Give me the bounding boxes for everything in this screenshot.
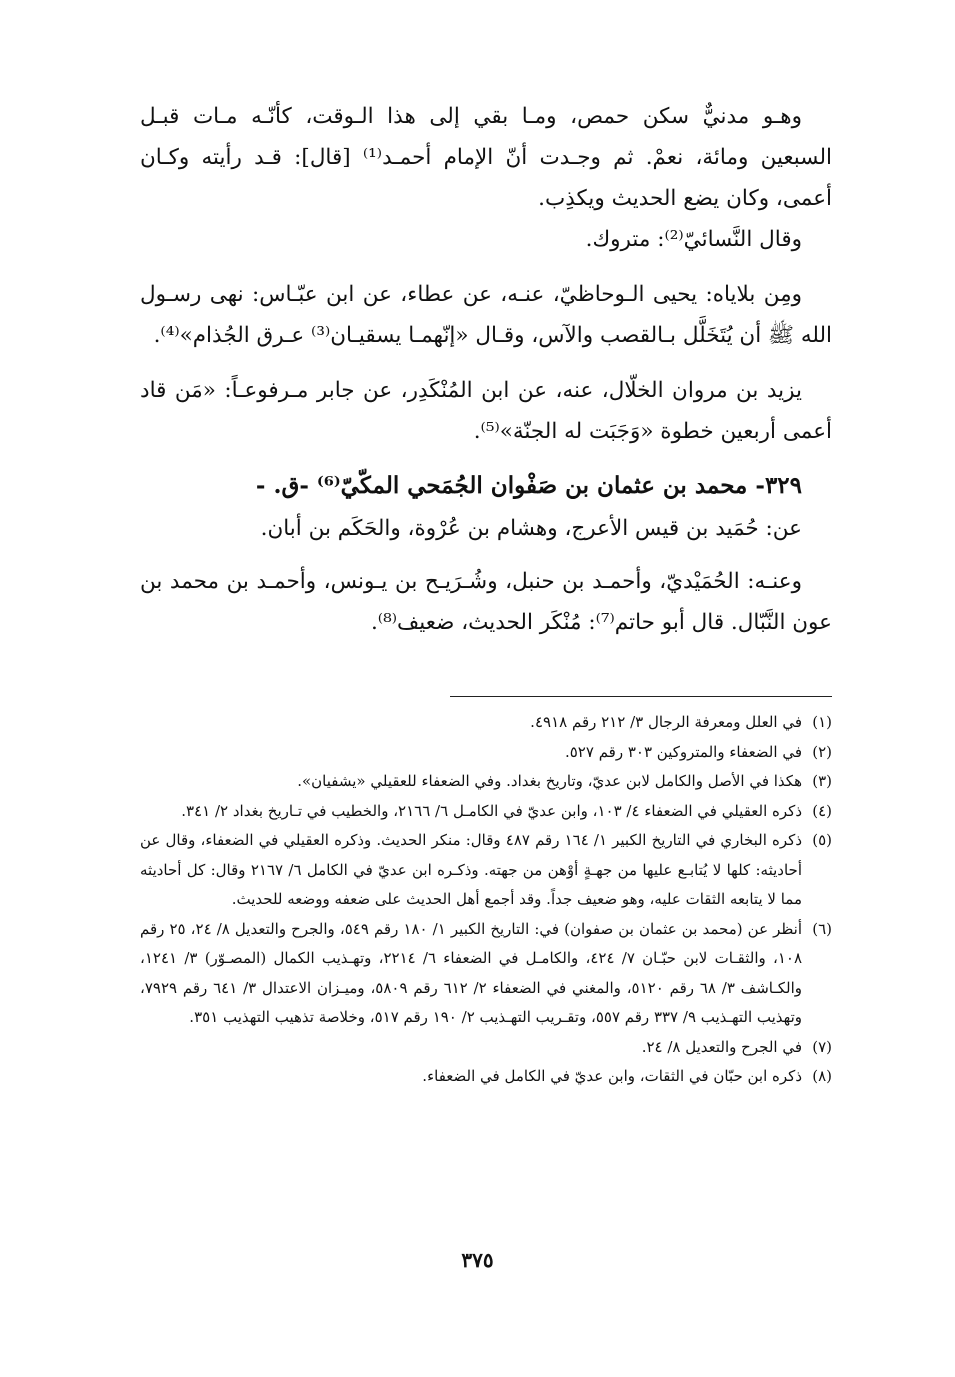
footnote-text: هكذا في الأصل والكامل لابن عديّ، وتاريخ بغداد. وفي الضعفاء للعقيلي «يشفيان».	[297, 772, 802, 790]
footnote	[140, 826, 832, 915]
footnote-text: في الجرح والتعديل ٨/ ٢٤.	[641, 1037, 802, 1056]
footnote	[140, 738, 832, 768]
main-text	[140, 96, 832, 643]
body-paragraph: وهـو مدنيٌّ سكن حمص، ومـا بقي إلى هذا الـوقت، كأنّـه مـات قبـل السبعين ومائة، نعمْ. ثم وجـدت أنّ الإمام أحمـد⁽¹⁾ [قال]: قـد رأيته وكـان أعمى، وكان يضع الحديث ويكذِب.	[140, 104, 832, 211]
paragraph-gap	[140, 549, 832, 561]
footnote	[140, 708, 832, 738]
footnote	[140, 767, 832, 797]
footnote-number: (٢)	[812, 742, 832, 761]
footnote-text: في الضعفاء والمتروكين ٣٠٣ رقم ٥٢٧.	[564, 742, 802, 761]
footnote	[140, 1033, 832, 1063]
footnote-number: (٥)	[812, 831, 832, 849]
body-paragraph: ومِن بلاياه: يحيى الـوحاظيّ، عنـه، عن عطاء، عن ابن عبّـاس: نهى رسـول الله ﷺ أن يُتَخَلَّل بـالقصب والآس، وقـال «إنّهمـا يسقيـان⁽³⁾ عـرق الجُذام»⁽⁴⁾.	[140, 282, 832, 348]
footnote-text: ذكره ابن حبّان في الثقات، وابن عديّ في الكامل في الضعفاء.	[422, 1067, 802, 1085]
footnote-number: (٣)	[812, 772, 832, 790]
paragraph-gap	[140, 452, 832, 464]
footnotes	[140, 708, 832, 1092]
page-number: ٣٧٥	[461, 1248, 494, 1272]
footnote-number: (٦)	[812, 919, 832, 938]
footnote-number: (٤)	[812, 801, 832, 820]
footnote-text: أنظر عن (محمد بن عثمان بن صفوان) في: التاريخ الكبير ١/ ١٨٠ رقم ٥٤٩، والجرح والتعديل ٨/ ٢٤، ٢٥ رقم ١٠٨، والثقـات لابن حبّـان ٧/ ٤٢٤، والكامـل في الضعفاء ٦/ ٢٢١٤، وتهـذيب الكمال (المصـوّر) ٣/ ١٢٤١، والكـاشف ٣/ ٦٨ رقم ٥١٢٠، والمغني في الضعفاء ٢/ ٦١٢ رقم ٥٨٠٩، وميـزان الاعتدال ٣/ ٦٤١ رقم ٧٩٢٩، وتهذيب التهـذيب ٩/ ٣٣٧ رقم ٥٥٧، وتقـريب التهـذيب ٢/ ١٩٠ رقم ٥١٧، وخلاصة تذهيب التهذيب ٣٥١.	[140, 919, 803, 1026]
body-paragraph: عن: حُمَيد بن قيس الأعرج، وهشام بن عُرْوة، والحَكَم بن أبان.	[260, 516, 802, 541]
footnote-text: ذكره العقيلي في الضعفاء ٤/ ١٠٣، وابن عديّ في الكامـل ٦/ ٢١٦٦، والخطيب في تـاريخ بغداد ٢/ ٣٤١.	[181, 801, 802, 820]
footnote-text: ذكره البخاري في التاريخ الكبير ١/ ١٦٤ رقم ٤٨٧ وقال: منكر الحديث. وذكره العقيلي في الضعفاء، وقال عن أحاديثه: كلها لا يُتابـع عليها من جهـةٍ أوْهن من جهته. وذكـره ابن عديّ في الكامل ٦/ ٢١٦٧ وقال: كل أحاديثه مما لا يتابعه الثقات عليه، وهو ضعيف جداً. وقد أجمع أهل الحديث على ضعفه ووضعه للحديث.	[140, 831, 802, 908]
footnote-separator	[450, 696, 832, 697]
body-paragraph: وقال النَّسائيّ⁽²⁾: متروك.	[585, 227, 802, 252]
paragraph-gap	[140, 356, 832, 370]
footnote	[140, 797, 832, 827]
footnote-text: في العلل ومعرفة الرجال ٣/ ٢١٢ رقم ٤٩١٨.	[530, 713, 802, 731]
footnote-number: (١)	[812, 713, 832, 731]
footnote	[140, 915, 832, 1033]
entry-heading: ٣٢٩- محمد بن عثمان بن صَفْوان الجُمَحي المكّيّ⁽⁶⁾ -ق. -	[255, 472, 802, 499]
footnote	[140, 1062, 832, 1092]
footnote-number: (٨)	[812, 1067, 832, 1085]
footnote-number: (٧)	[812, 1037, 832, 1056]
body-paragraph: وعنـه: الحُمَيْديّ، وأحمـد بن حنبل، وشُـرَيـح بن يـونس، وأحمـد بن محمد بن عون النَّبّال. قال أبو حاتم⁽⁷⁾: مُنْكَر الحديث، ضعيف⁽⁸⁾.	[140, 569, 832, 635]
paragraph-gap	[140, 260, 832, 274]
body-paragraph: يزيد بن مروان الخلّال، عنه، عن ابن المُنْكَدِر، عن جابر مـرفوعـاً: «مَن قاد أعمى أربعين خطوة «وَجَبَت له الجنّة»⁽⁵⁾.	[140, 378, 832, 444]
